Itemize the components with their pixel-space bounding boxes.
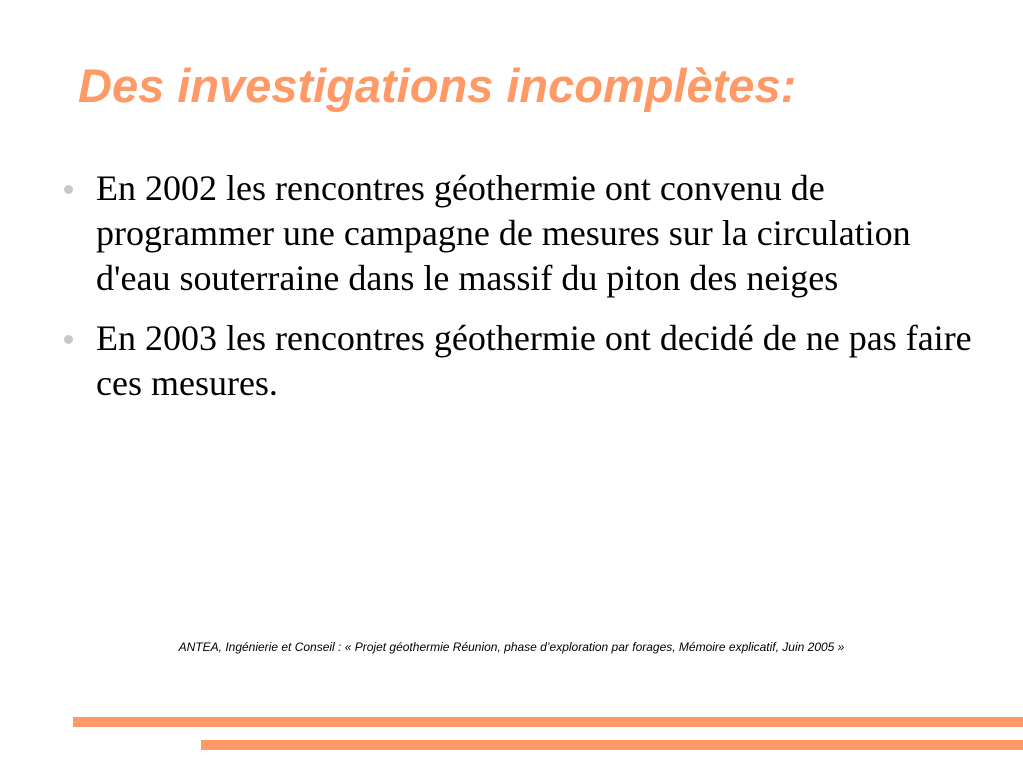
bullet-item [60, 316, 980, 406]
bullet-dot-icon [64, 185, 73, 194]
bullet-text: En 2002 les rencontres géothermie ont convenu de programmer une campagne de mesures sur la circulation d'eau souterraine dans le massif du piton des neiges [96, 168, 911, 298]
bullet-item [60, 166, 980, 301]
bullet-list [60, 166, 980, 421]
decorative-bar-bottom [201, 740, 1023, 750]
citation: ANTEA, Ingénierie et Conseil : « Projet géothermie Réunion, phase d’exploration par forages, Mémoire explicatif, Juin 2005 » [178, 640, 845, 654]
slide-title: Des investigations incomplètes: [78, 59, 797, 112]
bullet-dot-icon [64, 335, 73, 344]
bullet-text: En 2003 les rencontres géothermie ont decidé de ne pas faire ces mesures. [96, 318, 972, 403]
decorative-bar-top [73, 717, 1023, 727]
